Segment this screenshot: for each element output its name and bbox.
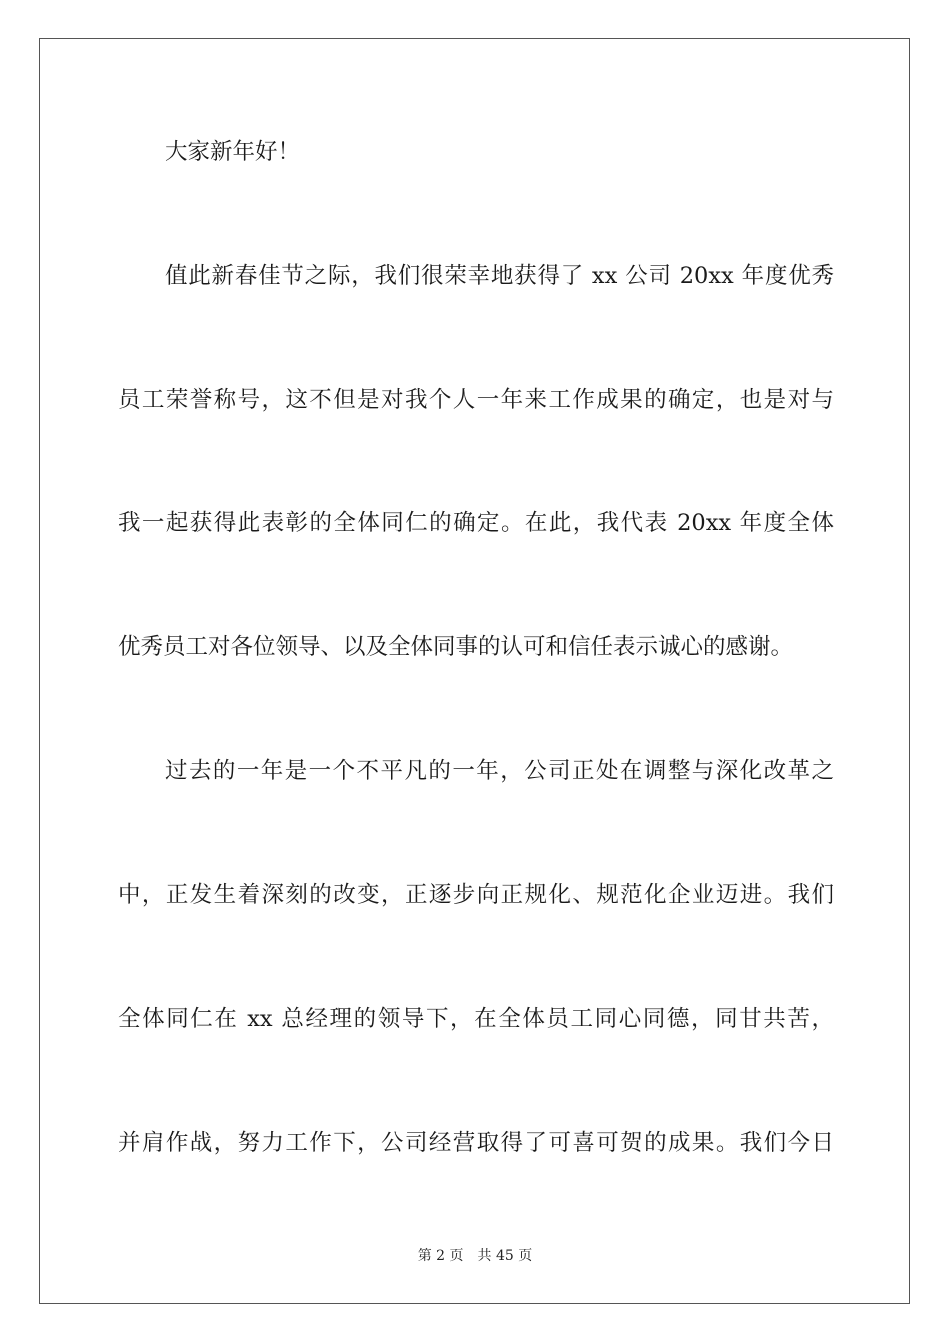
paragraph-line: 中，正发生着深刻的改变，正逐步向正规化、规范化企业迈进。我们 [118, 882, 834, 908]
paragraph-line: 并肩作战，努力工作下，公司经营取得了可喜可贺的成果。我们今日 [118, 1130, 834, 1156]
page-footer [0, 1246, 950, 1266]
paragraph-line: 员工荣誉称号，这不但是对我个人一年来工作成果的确定，也是对与 [118, 387, 834, 413]
paragraph-line: 优秀员工对各位领导、以及全体同事的认可和信任表示诚心的感谢。 [118, 634, 794, 660]
page-total: 共 45 页 [477, 1248, 533, 1264]
paragraph-line: 过去的一年是一个不平凡的一年，公司正处在调整与深化改革之 [165, 758, 834, 784]
page-number: 第 2 页 [417, 1248, 464, 1264]
greeting-line: 大家新年好！ [165, 139, 301, 165]
paragraph-line: 值此新春佳节之际，我们很荣幸地获得了 xx 公司 20xx 年度优秀 [165, 263, 834, 289]
paragraph-line: 我一起获得此表彰的全体同仁的确定。在此，我代表 20xx 年度全体 [118, 510, 834, 536]
page-border [39, 38, 910, 1304]
paragraph-line: 全体同仁在 xx 总经理的领导下，在全体员工同心同德，同甘共苦， [118, 1006, 834, 1032]
